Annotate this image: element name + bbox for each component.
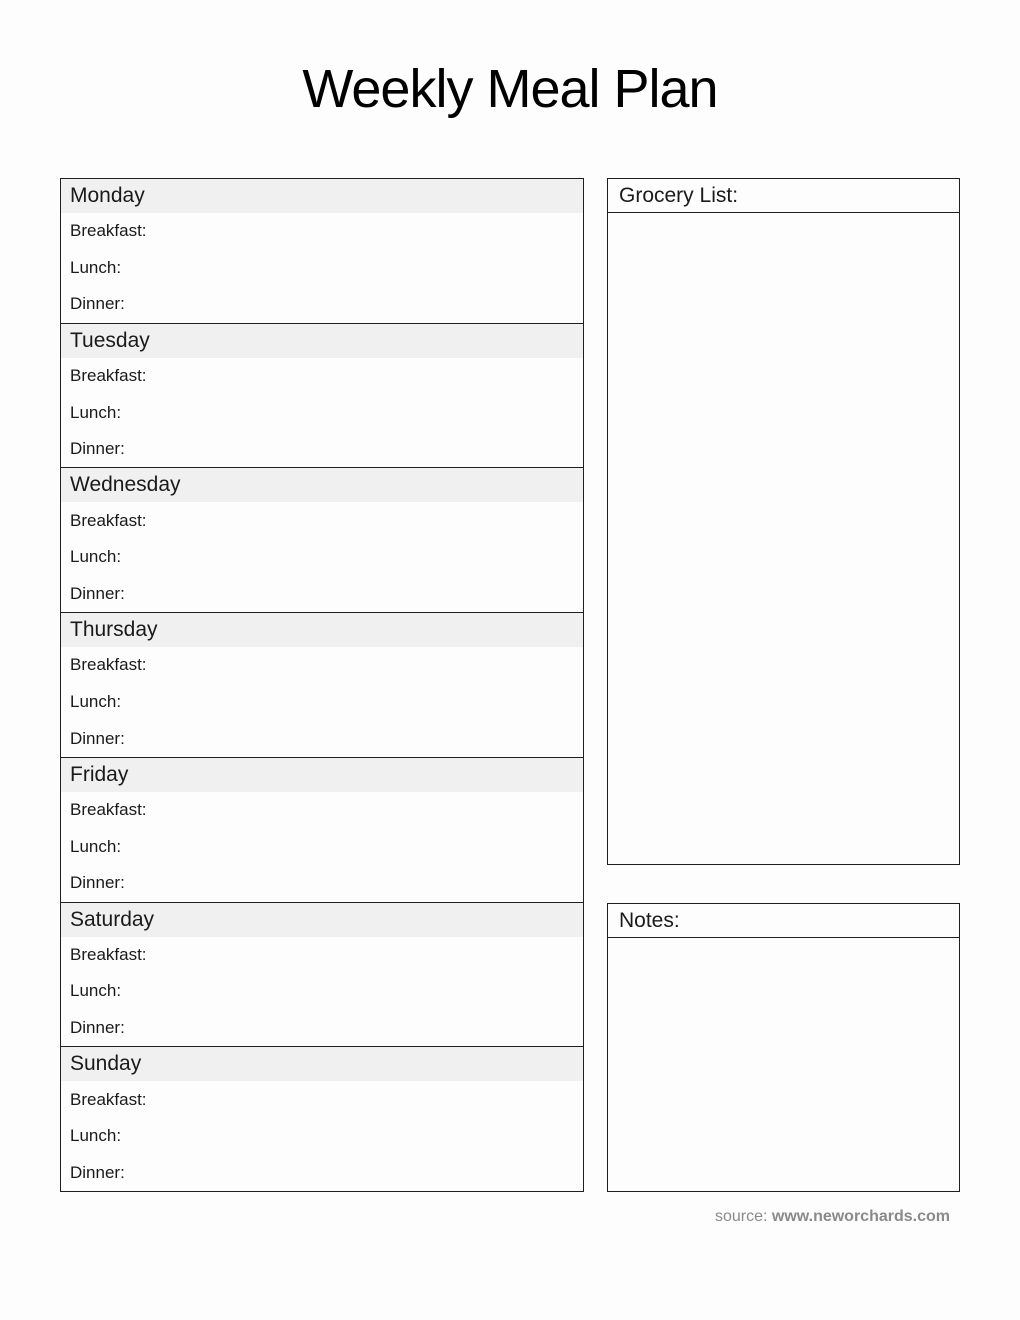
meal-row[interactable] [61,539,583,576]
day-section [61,467,583,612]
day-section [61,323,583,468]
source-footer [715,1208,950,1226]
meal-label: Dinner: [70,728,125,748]
meal-entry-area[interactable] [125,720,583,757]
meal-entry-area[interactable] [147,1081,583,1118]
meal-entry-area[interactable] [125,1154,583,1191]
meal-row[interactable] [61,865,583,902]
notes-panel [607,903,960,1192]
page-title: Weekly Meal Plan [302,59,718,119]
meal-label: Dinner: [70,1018,125,1038]
meal-entry-area[interactable] [147,792,583,829]
source-site: www.neworchards.com [771,1208,950,1225]
meal-entry-area[interactable] [147,213,583,250]
day-section [61,902,583,1047]
meal-entry-area[interactable] [147,937,583,974]
meal-row[interactable] [61,250,583,287]
meal-label: Lunch: [70,981,122,1001]
meal-label: Breakfast: [70,366,147,385]
meal-entry-area[interactable] [121,394,583,431]
day-meals [61,502,583,612]
meal-label: Lunch: [70,547,122,567]
meal-entry-area[interactable] [125,1010,583,1047]
day-meals [61,937,583,1047]
day-meals [61,358,583,468]
meal-entry-area[interactable] [121,973,583,1010]
meal-label: Breakfast: [70,655,147,675]
meal-label: Lunch: [70,836,122,856]
meal-entry-area[interactable] [121,1118,583,1155]
day-header: Wednesday [61,468,583,502]
day-meals [61,1081,583,1191]
meal-entry-area[interactable] [121,828,583,865]
meal-label: Breakfast: [70,221,147,241]
meal-label: Lunch: [70,1126,122,1146]
meal-plan-table [60,178,584,1192]
meal-label: Breakfast: [70,800,147,820]
day-meals [61,213,583,323]
meal-entry-area[interactable] [121,250,583,287]
meal-entry-area[interactable] [121,684,583,721]
meal-entry-area[interactable] [121,539,583,576]
meal-row[interactable] [61,1118,583,1155]
meal-row[interactable] [61,394,583,431]
meal-entry-area[interactable] [147,502,583,539]
meal-row[interactable] [61,1010,583,1047]
meal-row[interactable] [61,358,583,395]
meal-label: Dinner: [70,583,125,603]
meal-label: Lunch: [70,402,122,422]
meal-label: Breakfast: [70,944,147,964]
day-header: Tuesday [61,324,583,358]
day-meals [61,792,583,902]
meal-row[interactable] [61,1081,583,1118]
day-section [61,757,583,902]
grocery-panel [607,178,960,865]
notes-content[interactable] [608,938,959,1191]
day-header: Friday [61,758,583,792]
meal-label: Breakfast: [70,1089,147,1109]
meal-entry-area[interactable] [147,358,583,395]
meal-label: Dinner: [70,1162,125,1182]
meal-label: Dinner: [70,294,125,314]
day-section [61,612,583,757]
meal-row[interactable] [61,286,583,323]
meal-label: Lunch: [70,257,122,277]
day-section [61,179,583,323]
meal-entry-area[interactable] [125,865,583,902]
meal-row[interactable] [61,502,583,539]
meal-row[interactable] [61,792,583,829]
meal-entry-area[interactable] [125,286,583,323]
meal-row[interactable] [61,431,583,468]
grocery-list-content[interactable] [608,213,959,864]
day-meals [61,647,583,757]
grocery-title: Grocery List: [608,179,959,213]
meal-label: Lunch: [70,692,122,712]
meal-row[interactable] [61,973,583,1010]
notes-title: Notes: [608,904,959,938]
day-header: Sunday [61,1047,583,1081]
meal-row[interactable] [61,576,583,613]
day-header: Saturday [61,903,583,937]
meal-label: Breakfast: [70,510,147,530]
meal-row[interactable] [61,213,583,250]
source-label: source: [714,1208,768,1225]
meal-row[interactable] [61,1154,583,1191]
day-section [61,1046,583,1191]
meal-row[interactable] [61,828,583,865]
meal-label: Dinner: [70,873,125,893]
meal-entry-area[interactable] [125,576,583,613]
meal-row[interactable] [61,720,583,757]
day-header: Thursday [61,613,583,647]
meal-row[interactable] [61,684,583,721]
meal-label: Dinner: [70,439,125,459]
meal-row[interactable] [61,647,583,684]
meal-entry-area[interactable] [147,647,583,684]
meal-row[interactable] [61,937,583,974]
day-header: Monday [61,179,583,213]
meal-entry-area[interactable] [125,431,583,468]
